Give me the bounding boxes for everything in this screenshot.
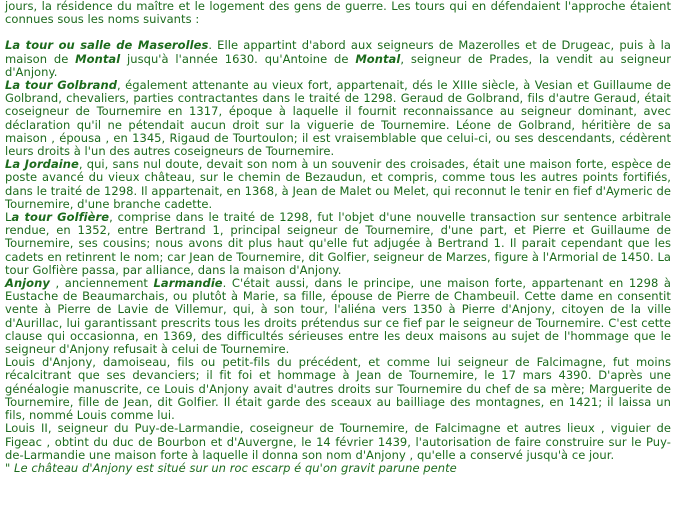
tower-jordaine-title: La Jordaine	[5, 157, 79, 172]
tower-anjony-paragraph: Anjony , anciennement Larmandie. C'était aussi, dans le principe, une maison forte, appartenant en 1298 à Eustache de Beaumarchais, ou plutôt à Marie, sa fille, épouse de Pierre de Chambeuil. Cette dame en consentit vente à Pierre de Lavie de Villemur, qui, à son tour, l'aliéna vers 1350 à Pierre d'Anjony, citoyen de la ville d'Aurillac, lui garantissant prescrits tous les droits prétendus sur ce fief par le seigneur de Tournemire. C'est cette clause qui occasionna, en 1369, des difficultés sérieuses entre les deux maisons au sujet de l'hommage que le seigneur d'Anjony refusait à celui de Tournemire.	[5, 276, 672, 357]
tower-jordaine-paragraph: La Jordaine, qui, sans nul doute, devait son nom à un souvenir des croisades, était une maison forte, espèce de poste avancé du vieux château, sur le chemin de Bezaudun, et compris, comme tous les autres points fortifiés, dans le traité de 1298. Il appartenait, en 1368, à Jean de Malet ou Melet, qui reconnut le tenir en fief d'Aymeric de Tournemire, d'une branche cadette.	[5, 157, 671, 211]
tower-golfiere-paragraph: La tour Golfière, comprise dans le traité de 1298, fut l'objet d'une nouvelle transaction sur sentence arbitrale rendue, en 1352, entre Bertrand 1, principal seigneur de Tournemire, d'une part, et Pierre et Guillaume de Tournemire, ses cousins; nous avons dit plus haut qu'elle fut adjugée à Bertrand 1. Il parait cependant que les cadets en retinrent le nom; car Jean de Tournemire, dit Golfier, seigneur de Marzes, figure à l'Armorial de 1450. La tour Golfière passa, par alliance, dans la maison d'Anjony.	[5, 210, 671, 277]
quote-line: " Le château d'Anjony est situé sur un roc escarp é qu'on gravit parune pente	[5, 460, 457, 475]
tower-maserolles-title: La tour ou salle de Maserolles	[5, 38, 209, 53]
tower-golfiere-title: a tour Golfière	[11, 210, 110, 225]
louis-ii-paragraph: Louis II, seigneur du Puy-de-Larmandie, coseigneur de Tournemire, de Falcimagne et autres lieux , viguier de Figeac , obtint du duc de Bourbon et d'Auvergne, le 14 février 1439, l'autorisation de faire construire sur le Puy-de-Larmandie une maison forte à laquelle il donna son nom d'Anjony , qu'elle a conservé jusqu'à ce jour.	[5, 421, 671, 462]
montal-name: Montal	[75, 51, 121, 66]
tower-golbrand-title: La tour Golbrand	[5, 78, 118, 93]
tower-golfiere-title-prefix: L	[5, 210, 12, 225]
tower-anjony-title: Anjony	[5, 276, 50, 291]
tower-golbrand-paragraph: La tour Golbrand, également attenante au vieux fort, appartenait, dés le XIIIe siècle, à Vesian et Guillaume de Golbrand, chevaliers, parties contractantes dans le traité de 1298. Geraud de Golbrand, fils d'autre Geraud, était coseigneur de Tournemire en 1317, époque à laquelle il fournit reconnaissance au seigneur dominant, avec déclaration qu'il ne pétendait aucun droit sur la viguerie de Tournemire. Léone de Golbrand, héritière de sa maison , épousa , en 1345, Rigaud de Tourtoulon; il est vraisemblable que celui-ci, ou ses descendants, cédèrent leurs droits à l'un des autres coseigneurs de Tournemire.	[5, 78, 671, 159]
larmandie-name: Larmandie	[153, 276, 223, 291]
montal-name: Montal	[355, 51, 401, 66]
tower-maserolles-paragraph: La tour ou salle de Maserolles. Elle appartint d'abord aux seigneurs de Mazerolles et de Drugeac, puis à la maison de Montal jusqu'à l'année 1630. qu'Antoine de Montal, seigneur de Prades, la vendit au seigneur d'Anjony.	[5, 38, 671, 79]
louis-paragraph: Louis d'Anjony, damoiseau, fils ou petit-fils du précédent, et comme lui seigneur de Falcimagne, fut moins récalcitrant que ses devanciers; il fit foi et hommage à Jean de Tournemire, le 17 mars 4390. D'après une généalogie manuscrite, ce Louis d'Anjony avait d'autres droits sur Tournemire du chef de sa mère; Marguerite de Tournemire, fille de Jean, dit Golfier. Il était garde des sceaux au bailliage des montagnes, en 1421; il laissa un fils, nommé Louis comme lui.	[5, 355, 671, 423]
intro-paragraph: jours, la résidence du maître et le logement des gens de guerre. Les tours qui en défendaient l'approche étaient connues sous les noms suivants :	[5, 0, 671, 27]
